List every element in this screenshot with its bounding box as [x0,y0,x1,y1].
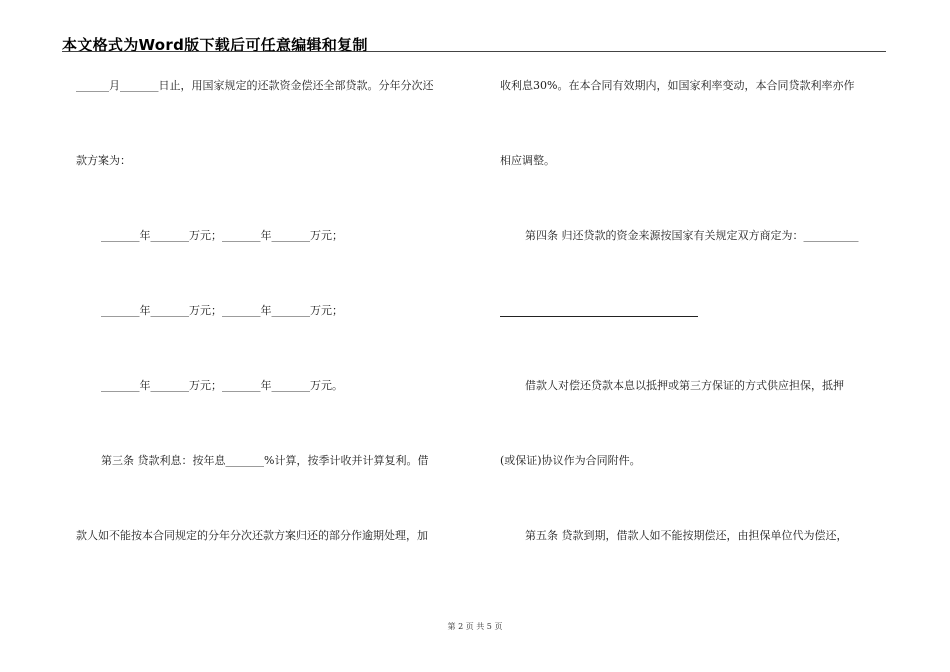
right-line-2: 相应调整。 [500,154,555,167]
right-line-7: 第五条 贷款到期，借款人如不能按期偿还，由担保单位代为偿还， [525,529,848,542]
right-line-6: (或保证)协议作为合同附件。 [500,454,641,467]
left-line-6: 第三条 贷款利息：按年息_______%计算，按季计收并计算复利。借 [101,454,429,467]
left-line-4: _______年_______万元；_______年_______万元； [101,304,343,317]
left-line-5: _______年_______万元；_______年_______万元。 [101,379,343,392]
right-line-1: 收利息30%。在本合同有效期内，如国家利率变动，本合同贷款利率亦作 [500,79,855,92]
left-line-7: 款人如不能按本合同规定的分年分次还款方案归还的部分作逾期处理，加 [76,529,428,542]
document-header-title: 本文格式为Word版下载后可任意编辑和复制 [62,36,368,54]
right-line-3: 第四条 归还贷款的资金来源按国家有关规定双方商定为：__________ [525,229,859,242]
left-line-2: 款方案为： [76,154,131,167]
page-number-footer: 第 2 页 共 5 页 [447,622,503,631]
fill-in-blank-line [500,316,698,317]
left-line-3: _______年_______万元；_______年_______万元； [101,229,343,242]
right-line-5: 借款人对偿还贷款本息以抵押或第三方保证的方式供应担保，抵押 [525,379,844,392]
header-divider [62,51,886,52]
left-line-1: ______月_______日止，用国家规定的还款资金偿还全部贷款。分年分次还 [76,79,434,92]
